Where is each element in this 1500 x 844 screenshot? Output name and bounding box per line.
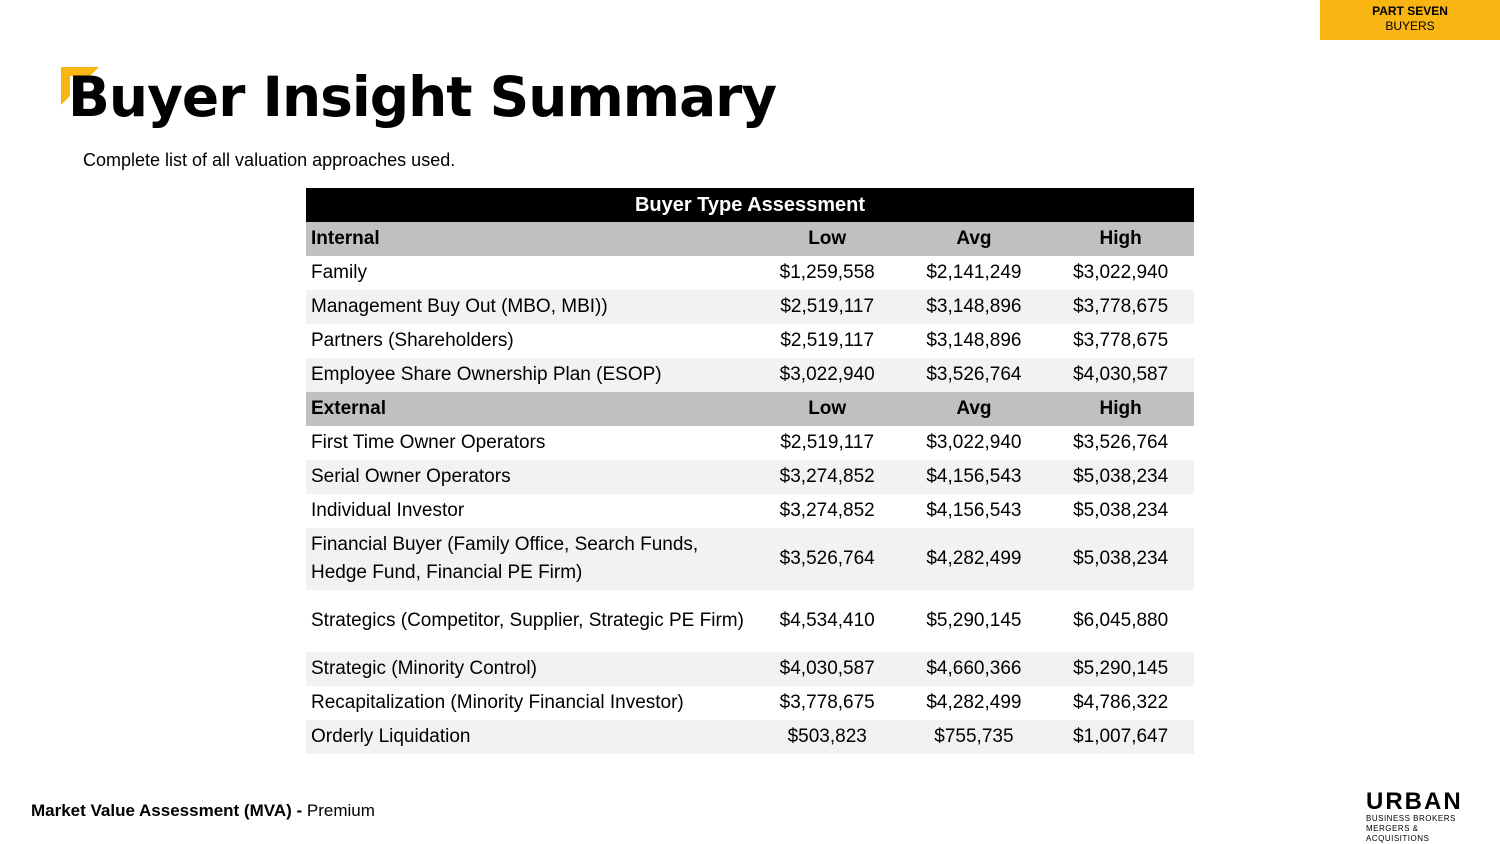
table-row: [306, 652, 1194, 686]
table-row: [306, 686, 1194, 720]
low-value-cell: $3,022,940: [754, 358, 901, 392]
table-row: [306, 590, 1194, 652]
table-row: [306, 460, 1194, 494]
section-name: Internal: [306, 222, 754, 256]
buyer-type-cell: First Time Owner Operators: [311, 432, 546, 453]
table-title-row: [306, 188, 1194, 222]
high-value-cell: $5,038,234: [1047, 460, 1194, 494]
logo-line2: MERGERS & ACQUISITIONS: [1366, 824, 1430, 843]
buyer-type-cell: Individual Investor: [311, 500, 465, 521]
high-value-cell: $5,290,145: [1047, 652, 1194, 686]
high-value-cell: $4,030,587: [1047, 358, 1194, 392]
high-value-cell: $3,022,940: [1073, 262, 1169, 283]
section-name: External: [306, 392, 754, 426]
buyer-type-cell: Employee Share Ownership Plan (ESOP): [306, 358, 754, 392]
avg-value-cell: $755,735: [901, 720, 1048, 754]
footer-text: [31, 801, 375, 821]
avg-value-cell: $5,290,145: [926, 610, 1022, 631]
low-value-cell: $2,519,117: [780, 432, 875, 453]
table-title: Buyer Type Assessment: [306, 188, 1194, 222]
buyer-type-cell: Partners (Shareholders): [311, 330, 514, 351]
table-row: [306, 528, 1194, 590]
company-logo: [1366, 790, 1476, 844]
low-value-cell: $4,030,587: [754, 652, 901, 686]
high-value-cell: $5,038,234: [1073, 500, 1169, 521]
avg-value-cell: $4,282,499: [926, 692, 1022, 713]
column-header: Avg: [901, 392, 1048, 426]
avg-value-cell: $4,660,366: [901, 652, 1048, 686]
page-title: Buyer Insight Summary: [68, 65, 777, 129]
low-value-cell: $3,778,675: [779, 692, 875, 713]
avg-value-cell: $2,141,249: [926, 262, 1022, 283]
avg-value-cell: $3,148,896: [901, 290, 1048, 324]
high-value-cell: $3,526,764: [1073, 432, 1169, 453]
footer-normal: Premium: [302, 801, 375, 820]
low-value-cell: $4,534,410: [779, 610, 875, 631]
high-value-cell: $1,007,647: [1047, 720, 1194, 754]
high-value-cell: $3,778,675: [1073, 330, 1169, 351]
logo-name: URBAN: [1366, 788, 1463, 815]
low-value-cell: $3,274,852: [754, 460, 901, 494]
footer-bold: Market Value Assessment (MVA) -: [31, 801, 303, 820]
column-header: Avg: [901, 222, 1048, 256]
logo-line1: BUSINESS BROKERS: [1366, 814, 1456, 823]
high-value-cell: $3,778,675: [1047, 290, 1194, 324]
buyer-type-cell: Strategics (Competitor, Supplier, Strategic PE Firm): [311, 610, 744, 631]
section-tag-name: BUYERS: [1385, 19, 1435, 33]
section-header-row: [306, 222, 1194, 256]
table-row: [306, 720, 1194, 754]
buyer-assessment-table: [306, 188, 1194, 754]
table-row: [306, 358, 1194, 392]
table-row: [306, 324, 1194, 358]
high-value-cell: $4,786,322: [1073, 692, 1169, 713]
low-value-cell: $503,823: [754, 720, 901, 754]
avg-value-cell: $3,148,896: [926, 330, 1022, 351]
buyer-type-cell: Financial Buyer (Family Office, Search Funds, Hedge Fund, Financial PE Firm): [306, 528, 754, 590]
buyer-type-cell: Strategic (Minority Control): [306, 652, 754, 686]
avg-value-cell: $4,156,543: [926, 500, 1022, 521]
avg-value-cell: $3,526,764: [901, 358, 1048, 392]
column-header: High: [1047, 392, 1194, 426]
avg-value-cell: $3,022,940: [926, 432, 1022, 453]
low-value-cell: $3,274,852: [779, 500, 875, 521]
table-row: [306, 256, 1194, 290]
low-value-cell: $3,526,764: [754, 528, 901, 590]
buyer-type-cell: Serial Owner Operators: [306, 460, 754, 494]
low-value-cell: $2,519,117: [780, 330, 875, 351]
high-value-cell: $5,038,234: [1047, 528, 1194, 590]
avg-value-cell: $4,282,499: [901, 528, 1048, 590]
low-value-cell: $1,259,558: [779, 262, 875, 283]
column-header: High: [1047, 222, 1194, 256]
section-tag-part: PART SEVEN: [1372, 4, 1448, 18]
buyer-type-cell: Management Buy Out (MBO, MBI)): [306, 290, 754, 324]
buyer-type-cell: Recapitalization (Minority Financial Investor): [311, 692, 684, 713]
table-row: [306, 494, 1194, 528]
high-value-cell: $6,045,880: [1073, 610, 1169, 631]
section-tag: [1320, 0, 1500, 40]
column-header: Low: [754, 222, 901, 256]
column-header: Low: [754, 392, 901, 426]
table-row: [306, 426, 1194, 460]
avg-value-cell: $4,156,543: [901, 460, 1048, 494]
low-value-cell: $2,519,117: [754, 290, 901, 324]
buyer-type-cell: Orderly Liquidation: [306, 720, 754, 754]
buyer-type-cell: Family: [311, 262, 367, 283]
section-header-row: [306, 392, 1194, 426]
table-row: [306, 290, 1194, 324]
page-subtitle: Complete list of all valuation approaches used.: [83, 150, 456, 170]
